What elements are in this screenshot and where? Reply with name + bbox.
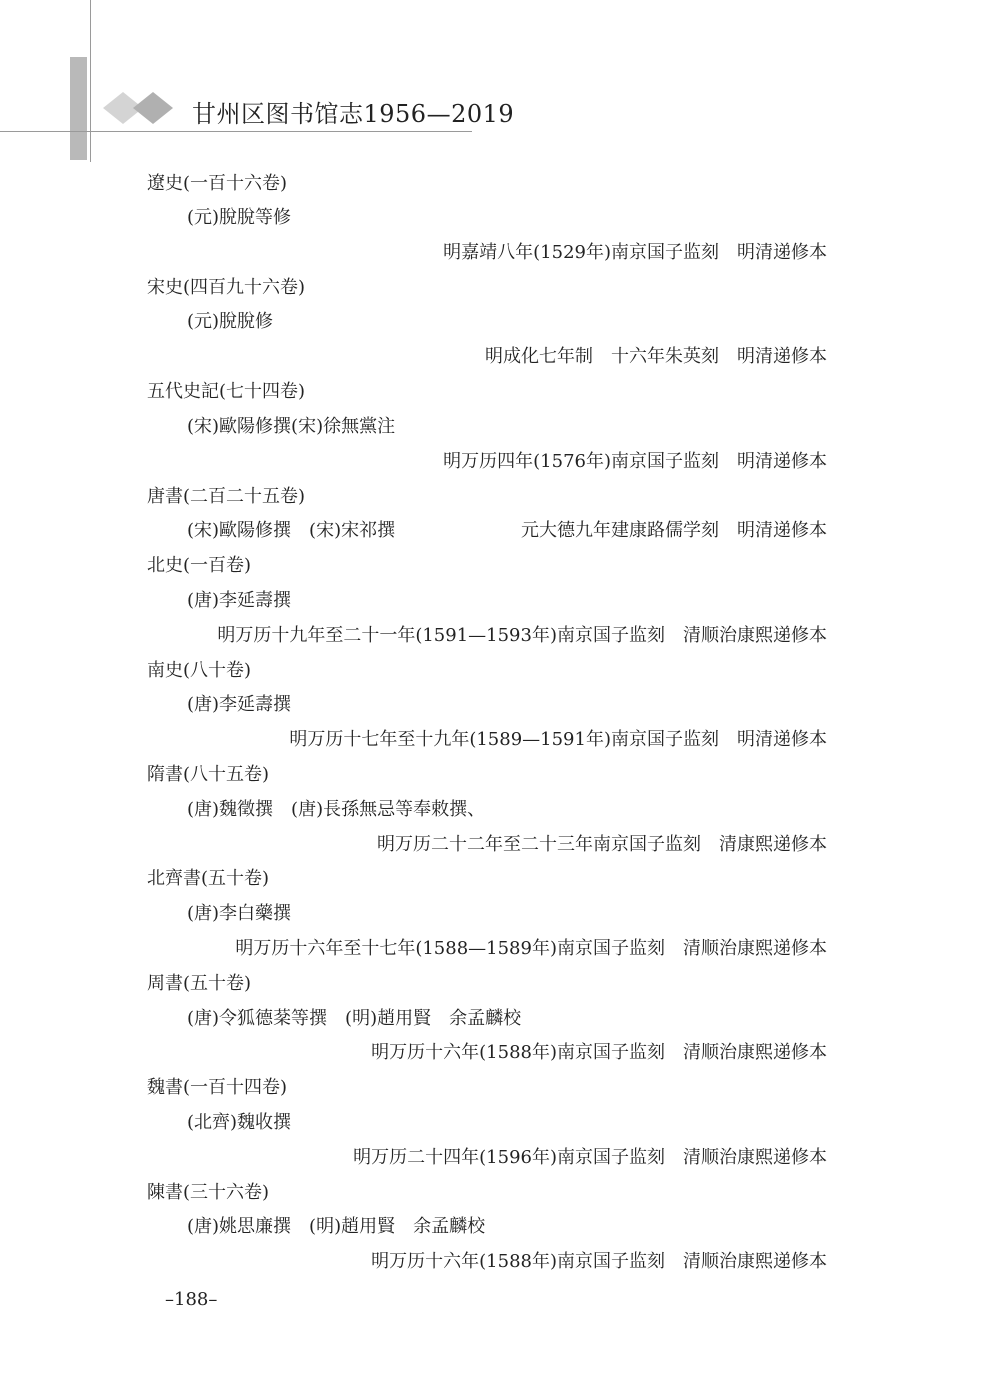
header-gray-bar bbox=[70, 57, 87, 160]
header-vertical-rule bbox=[90, 0, 91, 162]
entry-author: (北齊)魏收撰 bbox=[187, 1112, 292, 1133]
header-diamond-ornament bbox=[103, 88, 183, 128]
entry-edition: 明成化七年制 十六年朱英刻 明清递修本 bbox=[485, 346, 827, 367]
entry-edition: 明万历十七年至十九年(1589—1591年)南京国子监刻 明清递修本 bbox=[289, 729, 827, 750]
entry-edition: 明万历十六年(1588年)南京国子监刻 清顺治康熙递修本 bbox=[371, 1251, 827, 1272]
entry-title: 宋史(四百九十六卷) bbox=[147, 277, 306, 298]
entry-author-edition-row bbox=[187, 519, 827, 543]
entry-title: 五代史記(七十四卷) bbox=[147, 381, 306, 402]
entry-title: 南史(八十卷) bbox=[147, 660, 252, 681]
entry-title: 北齊書(五十卷) bbox=[147, 868, 270, 889]
entry-edition: 明万历十六年至十七年(1588—1589年)南京国子监刻 清顺治康熙递修本 bbox=[235, 938, 827, 959]
entry-author: (唐)姚思廉撰 (明)趙用賢 余孟麟校 bbox=[187, 1216, 486, 1237]
entry-author: (唐)李延壽撰 bbox=[187, 590, 292, 611]
entry-title: 陳書(三十六卷) bbox=[147, 1182, 270, 1203]
entry-title: 北史(一百卷) bbox=[147, 555, 252, 576]
entry-author: (元)脫脫等修 bbox=[187, 207, 292, 228]
entry-title: 隋書(八十五卷) bbox=[147, 764, 270, 785]
entry-title: 唐書(二百二十五卷) bbox=[147, 486, 306, 507]
entry-author: (宋)歐陽修撰 (宋)宋祁撰 bbox=[187, 520, 396, 541]
entry-author: (唐)令狐德棻等撰 (明)趙用賢 余孟麟校 bbox=[187, 1008, 522, 1029]
entry-edition: 明万历四年(1576年)南京国子监刻 明清递修本 bbox=[443, 451, 827, 472]
entry-author: (元)脫脫修 bbox=[187, 311, 274, 332]
entry-title: 周書(五十卷) bbox=[147, 973, 252, 994]
entry-author: (唐)李白藥撰 bbox=[187, 903, 292, 924]
entry-author: (唐)魏徵撰 (唐)長孫無忌等奉敕撰、 bbox=[187, 799, 486, 820]
entry-edition: 明万历二十四年(1596年)南京国子监刻 清顺治康熙递修本 bbox=[353, 1147, 827, 1168]
entry-edition: 元大德九年建康路儒学刻 明清递修本 bbox=[521, 520, 827, 541]
entry-author: (宋)歐陽修撰(宋)徐無黨注 bbox=[187, 416, 396, 437]
entry-edition: 明万历十九年至二十一年(1591—1593年)南京国子监刻 清顺治康熙递修本 bbox=[217, 625, 827, 646]
entry-author: (唐)李延壽撰 bbox=[187, 694, 292, 715]
page-number: –188– bbox=[165, 1289, 218, 1310]
entry-edition: 明万历二十二年至二十三年南京国子监刻 清康熙递修本 bbox=[377, 834, 827, 855]
running-header-title: 甘州区图书馆志1956—2019 bbox=[192, 100, 515, 128]
entry-edition: 明万历十六年(1588年)南京国子监刻 清顺治康熙递修本 bbox=[371, 1042, 827, 1063]
entry-title: 遼史(一百十六卷) bbox=[147, 173, 288, 194]
entry-edition: 明嘉靖八年(1529年)南京国子监刻 明清递修本 bbox=[443, 242, 827, 263]
entry-title: 魏書(一百十四卷) bbox=[147, 1077, 288, 1098]
header-horizontal-rule bbox=[0, 131, 472, 132]
